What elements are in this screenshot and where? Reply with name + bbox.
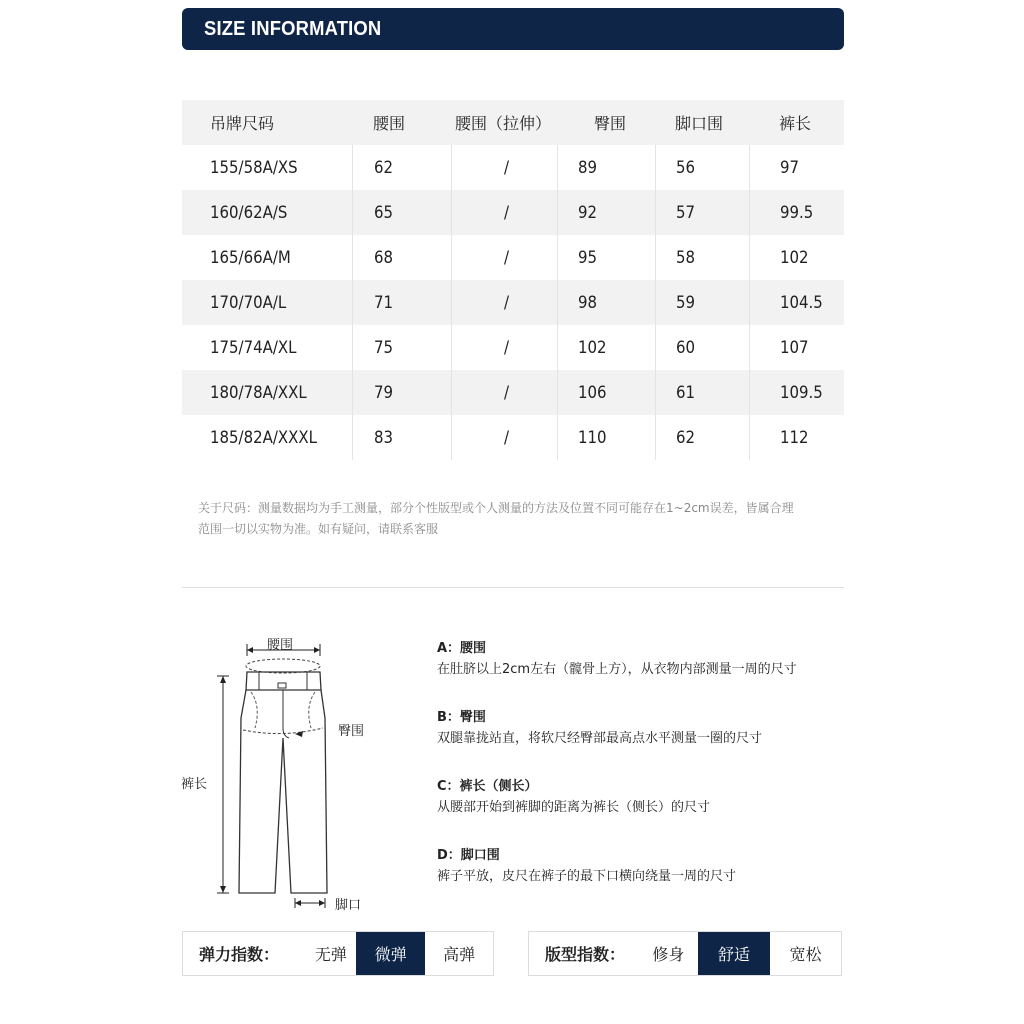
- table-cell-value: /: [503, 247, 509, 268]
- table-cell: [352, 235, 451, 280]
- fit-option-loose[interactable]: 宽松: [789, 945, 822, 964]
- table-cell: [655, 325, 749, 370]
- table-cell: [352, 325, 451, 370]
- size-note-line-2: 范围一切以实物为准。如有疑问，请联系客服: [198, 522, 439, 536]
- table-cell-value: 56: [675, 157, 695, 178]
- table-cell-value: 62: [675, 427, 695, 448]
- diagram-label-hem: 脚口: [335, 898, 362, 913]
- table-cell: [451, 415, 557, 460]
- table-cell-value: 175/74A/XL: [210, 337, 297, 358]
- table-row: [182, 370, 844, 415]
- table-cell-value: 165/66A/M: [210, 247, 291, 268]
- pants-outline-illustration: [175, 628, 395, 918]
- table-cell-value: 160/62A/S: [210, 202, 288, 223]
- table-row: [182, 280, 844, 325]
- table-cell: [451, 370, 557, 415]
- table-cell-value: /: [503, 427, 509, 448]
- table-cell-value: 106: [577, 382, 607, 403]
- table-cell-value: 102: [779, 247, 809, 268]
- table-cell: [352, 415, 451, 460]
- table-cell: [352, 145, 451, 190]
- table-cell-value: 89: [577, 157, 597, 178]
- table-cell: [352, 280, 451, 325]
- table-cell: [749, 145, 844, 190]
- table-cell-value: 75: [373, 337, 393, 358]
- table-cell: [352, 370, 451, 415]
- table-cell-value: 95: [577, 247, 597, 268]
- section-divider: [182, 587, 844, 588]
- definition-length: [437, 778, 857, 818]
- diagram-label-waist: 腰围: [267, 638, 294, 653]
- table-cell: [182, 415, 352, 460]
- table-cell-value: 97: [779, 157, 799, 178]
- table-cell-value: /: [503, 337, 509, 358]
- fit-option-comfort[interactable]: 舒适: [698, 932, 770, 975]
- diagram-label-length: 裤长: [181, 777, 208, 792]
- table-cell: [182, 370, 352, 415]
- table-row: [182, 145, 844, 190]
- definition-body: 双腿靠拢站直，将软尺经臀部最高点水平测量一圈的尺寸: [437, 731, 763, 746]
- column-header-hem: 脚口围: [675, 114, 724, 133]
- table-cell: [749, 415, 844, 460]
- pants-diagram: [175, 628, 395, 918]
- table-cell: [557, 145, 655, 190]
- table-cell-value: 107: [779, 337, 809, 358]
- fit-index: [528, 931, 842, 976]
- elasticity-option-none[interactable]: 无弹: [314, 945, 347, 964]
- table-cell-value: 60: [675, 337, 695, 358]
- table-cell: [749, 370, 844, 415]
- column-header-waist-stretched: 腰围（拉伸）: [455, 114, 552, 133]
- elasticity-option-high[interactable]: 高弹: [443, 945, 476, 964]
- definition-title: B：臀围: [437, 710, 486, 725]
- table-cell-value: 98: [577, 292, 597, 313]
- table-cell: [451, 235, 557, 280]
- table-cell: [655, 145, 749, 190]
- table-cell: [557, 235, 655, 280]
- table-cell-value: 99.5: [779, 202, 813, 223]
- elasticity-option-slight[interactable]: 微弹: [356, 932, 425, 975]
- table-cell-value: 62: [373, 157, 393, 178]
- header-title: SIZE INFORMATION: [204, 17, 382, 40]
- table-cell: [182, 190, 352, 235]
- table-cell-value: 83: [373, 427, 393, 448]
- diagram-label-hip: 臀围: [338, 724, 365, 739]
- table-cell: [182, 145, 352, 190]
- table-cell-value: 79: [373, 382, 393, 403]
- header-bar: [182, 8, 844, 50]
- table-cell-value: 59: [675, 292, 695, 313]
- table-row: [182, 235, 844, 280]
- table-cell-value: 92: [577, 202, 597, 223]
- table-cell: [557, 370, 655, 415]
- table-cell: [749, 325, 844, 370]
- table-cell: [655, 190, 749, 235]
- table-cell: [655, 370, 749, 415]
- size-table: [182, 100, 844, 460]
- table-cell: [749, 235, 844, 280]
- column-header-length: 裤长: [779, 114, 812, 133]
- table-cell: [655, 235, 749, 280]
- definition-waist: [437, 640, 857, 680]
- column-header-tag-size: 吊牌尺码: [210, 114, 275, 133]
- table-cell-value: /: [503, 382, 509, 403]
- table-row: [182, 325, 844, 370]
- table-cell: [655, 280, 749, 325]
- table-cell-value: 110: [577, 427, 607, 448]
- table-cell: [557, 280, 655, 325]
- elasticity-index-label: 弹力指数：: [199, 945, 280, 964]
- definition-hem: [437, 847, 857, 887]
- table-cell-value: 65: [373, 202, 393, 223]
- column-header-hip: 臀围: [594, 114, 627, 133]
- fit-option-slim[interactable]: 修身: [652, 945, 685, 964]
- table-cell: [451, 325, 557, 370]
- definition-title: A：腰围: [437, 641, 487, 656]
- definition-title: D：脚口围: [437, 848, 500, 863]
- table-cell-value: 155/58A/XS: [210, 157, 298, 178]
- table-cell-value: 102: [577, 337, 607, 358]
- table-cell: [557, 415, 655, 460]
- table-cell-value: 180/78A/XXL: [210, 382, 307, 403]
- column-header-waist: 腰围: [373, 114, 406, 133]
- table-cell: [557, 190, 655, 235]
- fit-index-label: 版型指数：: [545, 945, 626, 964]
- table-cell: [451, 190, 557, 235]
- table-cell-value: 185/82A/XXXL: [210, 427, 317, 448]
- measurement-definitions: [437, 640, 857, 916]
- table-cell-value: 170/70A/L: [210, 292, 287, 313]
- table-cell-value: 104.5: [779, 292, 823, 313]
- table-cell: [749, 280, 844, 325]
- table-cell: [451, 145, 557, 190]
- table-row: [182, 190, 844, 235]
- table-row: [182, 415, 844, 460]
- table-cell-value: /: [503, 292, 509, 313]
- table-cell-value: 71: [373, 292, 393, 313]
- definition-title: C：裤长（侧长）: [437, 779, 538, 794]
- table-cell-value: 112: [779, 427, 809, 448]
- table-cell-value: /: [503, 157, 509, 178]
- definition-body: 从腰部开始到裤脚的距离为裤长（侧长）的尺寸: [437, 800, 711, 815]
- table-cell: [182, 235, 352, 280]
- table-cell: [182, 280, 352, 325]
- table-cell: [655, 415, 749, 460]
- definition-body: 裤子平放，皮尺在裤子的最下口横向绕量一周的尺寸: [437, 869, 737, 884]
- table-cell: [557, 325, 655, 370]
- table-cell-value: 109.5: [779, 382, 823, 403]
- table-cell-value: /: [503, 202, 509, 223]
- table-cell: [451, 280, 557, 325]
- table-cell: [182, 325, 352, 370]
- table-cell: [352, 190, 451, 235]
- table-cell-value: 61: [675, 382, 695, 403]
- definition-hip: [437, 709, 857, 749]
- table-cell-value: 68: [373, 247, 393, 268]
- size-note-line-1: 关于尺码：测量数据均为手工测量，部分个性版型或个人测量的方法及位置不同可能存在1~2cm误差，皆属合理: [198, 501, 794, 515]
- elasticity-index: [182, 931, 494, 976]
- table-header-row: [182, 100, 844, 145]
- table-cell-value: 58: [675, 247, 695, 268]
- definition-body: 在肚脐以上2cm左右（髋骨上方），从衣物内部测量一周的尺寸: [437, 662, 797, 677]
- table-cell-value: 57: [675, 202, 695, 223]
- table-cell: [749, 190, 844, 235]
- size-note: [198, 498, 848, 540]
